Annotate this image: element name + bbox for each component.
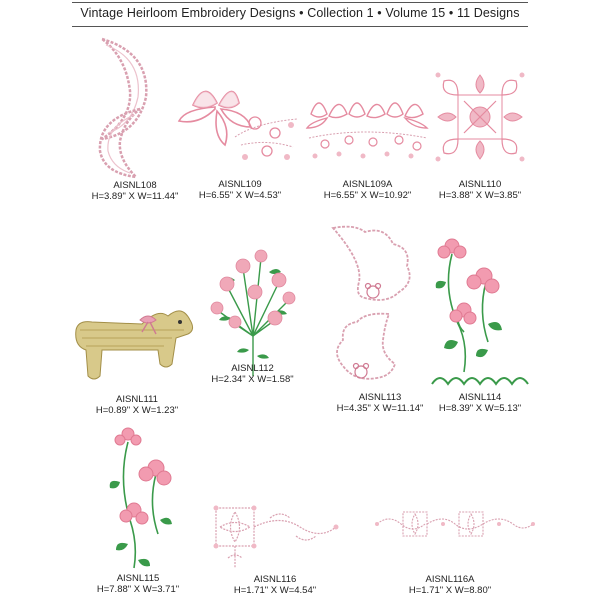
design-code: AISNL112: [231, 363, 274, 374]
design-dimensions: H=6.55" X W=10.92": [323, 190, 412, 201]
design-code: AISNL116: [253, 574, 297, 585]
crescent-border-artwork: [80, 35, 190, 180]
design-dimensions: H=7.88" X W=3.71": [96, 584, 180, 595]
design-label: [205, 363, 300, 385]
design-aisnl111[interactable]: [72, 290, 202, 416]
long-ornament-border-artwork: [375, 500, 535, 575]
design-code: AISNL109A: [342, 179, 393, 190]
design-code: AISNL115: [116, 573, 160, 584]
design-label: [83, 573, 193, 595]
design-dimensions: H=8.39" X W=5.13": [438, 403, 522, 414]
design-label: [430, 179, 530, 201]
design-dimensions: H=1.71" X W=4.54": [233, 585, 317, 596]
design-dimensions: H=3.89" X W=11.44": [91, 191, 179, 202]
design-code: AISNL110: [458, 179, 502, 190]
design-dimensions: H=6.55" X W=4.53": [198, 190, 282, 201]
design-aisnl116a[interactable]: [375, 500, 535, 596]
design-aisnl116[interactable]: [210, 500, 340, 596]
tall-floral-artwork: [430, 232, 530, 392]
design-label: [175, 179, 305, 201]
floral-spray-artwork: [98, 420, 178, 575]
design-aisnl108[interactable]: [80, 35, 190, 202]
header-top-rule: [72, 2, 528, 3]
design-code: AISNL111: [116, 394, 158, 405]
design-dimensions: H=1.71" X W=8.80": [408, 585, 492, 596]
medallion-artwork: [430, 67, 530, 180]
design-aisnl109[interactable]: [175, 75, 305, 201]
header-bottom-rule: [72, 26, 528, 27]
design-aisnl110[interactable]: [430, 67, 530, 201]
lily-spray-artwork: [175, 75, 305, 180]
design-code: AISNL113: [358, 392, 402, 403]
design-aisnl113[interactable]: [325, 222, 435, 414]
design-dimensions: H=4.35" X W=11.14": [336, 403, 424, 414]
design-dimensions: H=2.34" X W=1.58": [211, 374, 294, 385]
design-label: [210, 574, 340, 596]
design-label: [72, 394, 202, 416]
design-label: [420, 392, 540, 414]
ornament-border-artwork: [210, 500, 340, 575]
design-aisnl109a[interactable]: [305, 88, 430, 201]
design-aisnl112[interactable]: [205, 240, 300, 385]
design-label: [375, 574, 525, 596]
design-code: AISNL116A: [425, 574, 475, 585]
design-aisnl115[interactable]: [96, 420, 180, 595]
design-dimensions: H=0.89" X W=1.23": [95, 405, 179, 416]
page-title: Vintage Heirloom Embroidery Designs • Collection 1 • Volume 15 • 11 Designs: [80, 6, 520, 20]
design-label: [80, 180, 190, 202]
design-code: AISNL109: [218, 179, 262, 190]
design-code: AISNL108: [113, 180, 157, 191]
design-label: [305, 179, 430, 201]
scottie-dog-artwork: [72, 290, 202, 395]
lily-border-artwork: [305, 88, 430, 180]
design-aisnl114[interactable]: [430, 232, 530, 414]
bouquet-artwork: [205, 240, 300, 380]
teddy-cloud-artwork: [325, 222, 435, 392]
design-dimensions: H=3.88" X W=3.85": [438, 190, 522, 201]
design-code: AISNL114: [458, 392, 502, 403]
